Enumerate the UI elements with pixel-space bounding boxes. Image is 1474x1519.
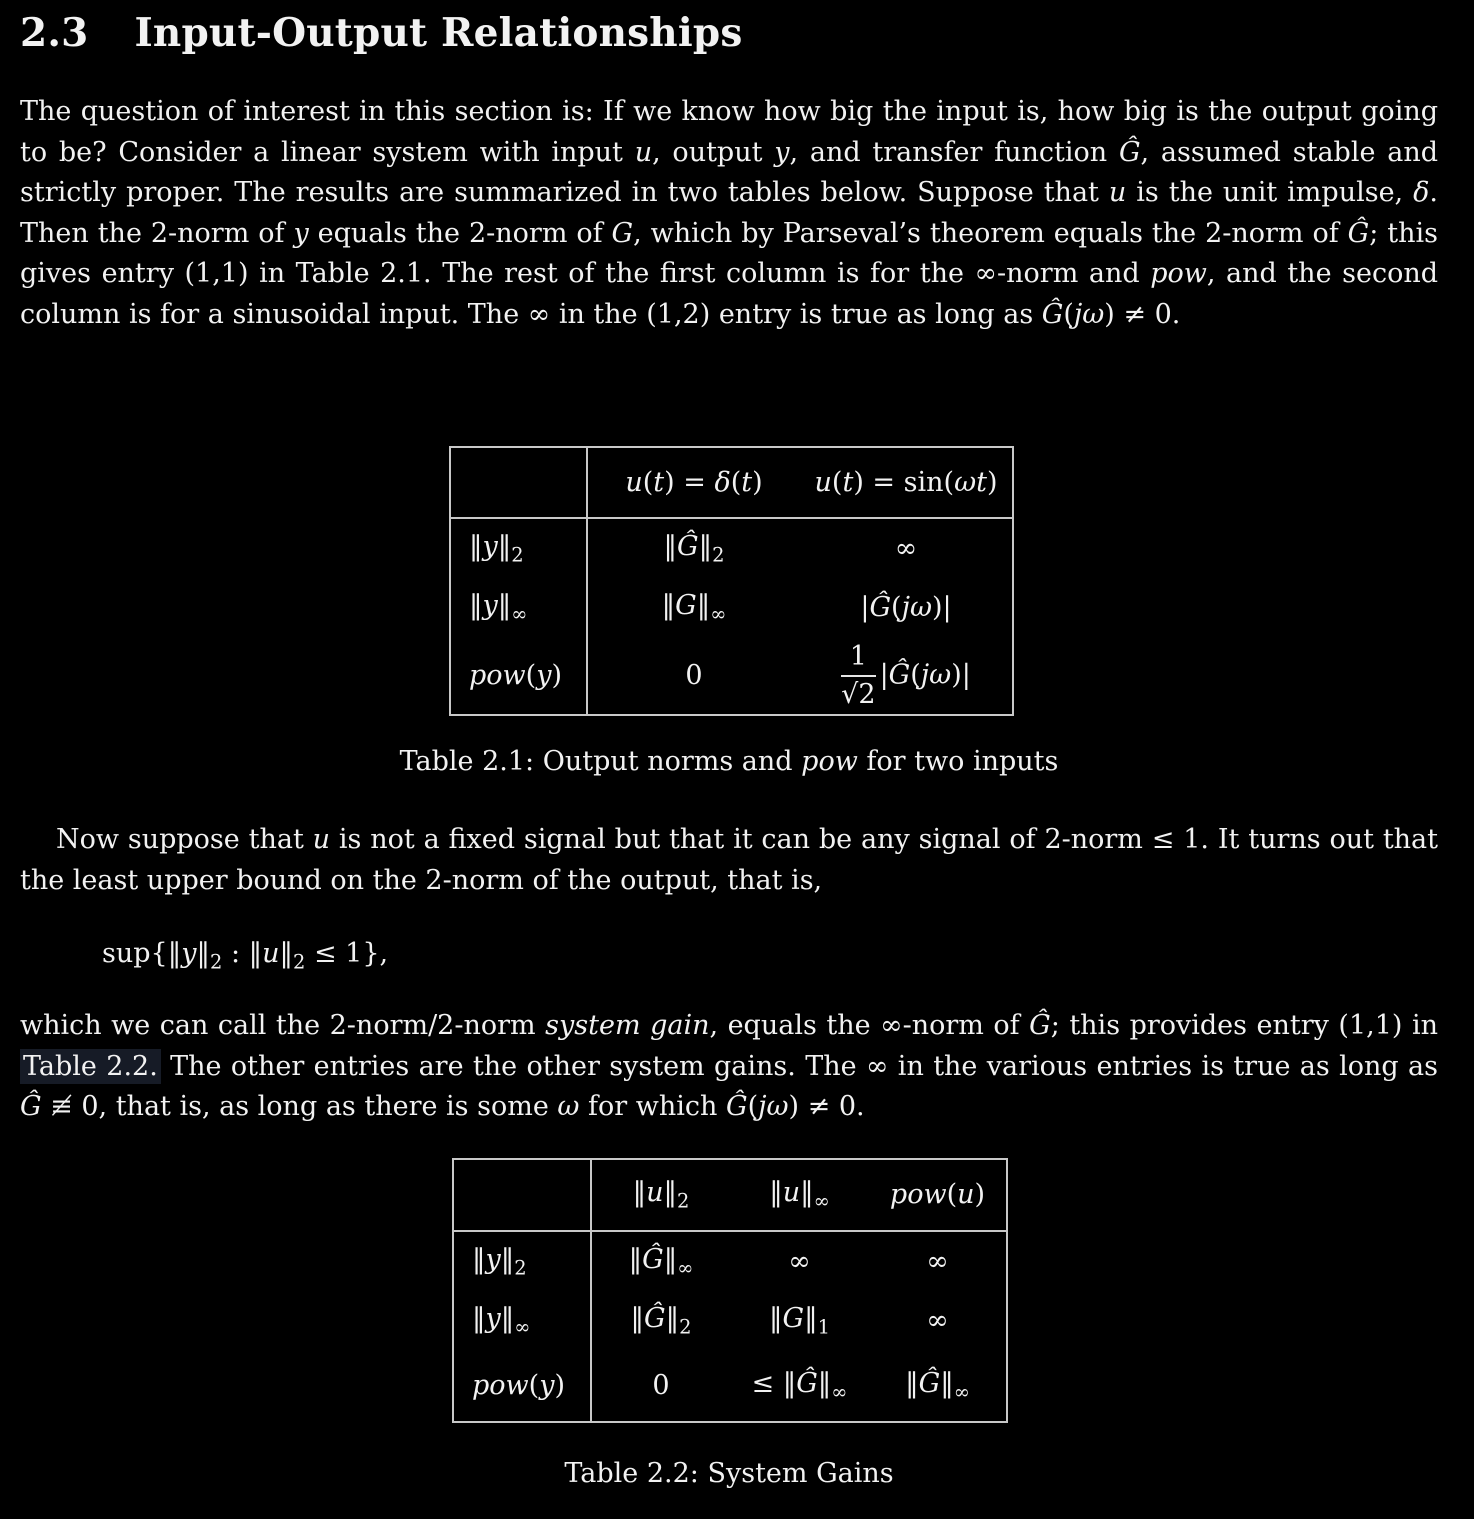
fraction-rest: |Ĝ(jω)| [879, 659, 971, 691]
table-2-2-header-row [453, 1159, 1007, 1231]
table-2-2-label-y2: $‖y‖_2$ [453, 1231, 591, 1291]
table-2-2-header-uinf: $‖u‖_\infty$ [730, 1159, 869, 1231]
section-title: Input-Output Relationships [134, 10, 743, 56]
table-2-1-corner-cell [450, 447, 587, 518]
table-2-1-cell-pow-impulse: 0 [685, 660, 703, 692]
table-2-1 [449, 446, 1014, 716]
section-heading [20, 10, 743, 56]
table-2-2-cell-yinf-u2: $‖Ĝ‖_2$ [630, 1303, 692, 1339]
fraction-numerator: 1 [841, 640, 875, 677]
table-2-2-cell-pow-uinf: ≤ $‖Ĝ‖_\infty$ [751, 1368, 848, 1404]
table-2-2-cell-y2-u2: $‖Ĝ‖_\infty$ [628, 1243, 694, 1280]
table-2-2-cell-y2-uinf: ∞ [788, 1245, 811, 1277]
table-2-1-label-pow: pow(y) [450, 638, 587, 715]
table-row [450, 518, 1013, 578]
table-2-2-header-powu: pow(u) [869, 1159, 1007, 1231]
paragraph-now-suppose: Now suppose that u is not a fixed signal but that it can be any signal of 2-norm ≤ 1. It turns out that the least upper bound on the 2-norm of the output, that is, [20, 824, 1438, 896]
table-2-1-header-impulse: u(t) = δ(t) [587, 447, 800, 518]
table-2-2-cell-y2-powu: ∞ [926, 1245, 949, 1277]
table-2-2-caption: Table 2.2: System Gains [564, 1458, 894, 1489]
table-2-2-cell-yinf-powu: ∞ [926, 1305, 949, 1337]
table-2-2-corner-cell [453, 1159, 591, 1231]
table-2-1-cell-pow-sinusoid [800, 638, 1013, 715]
table-2-1-label-yinf: $‖y‖_\infty$ [450, 578, 587, 638]
table-2-2-cell-pow-powu: $‖Ĝ‖_\infty$ [905, 1368, 970, 1404]
table-2-1-header-row [450, 447, 1013, 518]
table-2-1-label-y2: $‖y‖_2$ [450, 518, 587, 578]
table-row [453, 1231, 1007, 1291]
table-row [453, 1291, 1007, 1351]
table-2-1-cell-y2-impulse: $‖Ĝ‖_2$ [663, 530, 725, 567]
table-2-1-header-sinusoid: u(t) = sin(ωt) [800, 447, 1013, 518]
table-row [453, 1351, 1007, 1422]
fraction-denominator: √2 [841, 679, 876, 710]
table-2-1-cell-yinf-impulse: $‖G‖_\infty$ [661, 590, 727, 626]
section-number: 2.3 [20, 10, 89, 56]
table-row [450, 638, 1013, 715]
paragraph-system-gain: which we can call the 2-norm/2-norm system gain, equals the ∞-norm of Ĝ; this provides entry (1,1) in Table 2.2. The other entries are the other system gains. The ∞ in the various entries is true as long as Ĝ ≢ 0, that is, as long as there is some ω for which Ĝ(jω) ≠ 0. [20, 1010, 1439, 1122]
table-2-2-link[interactable]: Table 2.2. [20, 1049, 161, 1084]
table-2-1-cell-yinf-sinusoid: |Ĝ(jω)| [860, 592, 952, 624]
equation-sup-norm: $sup\{‖y‖_2$ : $‖u‖_2 \le 1$}, [102, 938, 389, 974]
table-2-2-header-u2: $‖u‖_2$ [591, 1159, 730, 1231]
table-2-2-label-yinf: $‖y‖_\infty$ [453, 1291, 591, 1351]
table-2-1-cell-y2-sinusoid: ∞ [894, 532, 918, 564]
table-row [450, 578, 1013, 638]
paragraph-intro: The question of interest in this section is: If we know how big the input is, how big is the output going to be? Consider a linear system with input u, output y, and transfer function Ĝ, assumed stable and strictly proper. The results are summarized in two tables below. Suppose that u is the unit impulse, δ. Then the 2-norm of y equals the 2-norm of G, which by Parseval’s theorem equals the 2-norm of Ĝ; this gives entry (1,1) in Table 2.1. The rest of the first column is for the ∞-norm and pow, and the second column is for a sinusoidal input. The ∞ in the (1,2) entry is true as long as Ĝ(jω) ≠ 0. [20, 96, 1438, 330]
fraction-one-over-sqrt2 [841, 640, 875, 712]
table-2-2-label-pow: pow(y) [453, 1351, 591, 1422]
table-2-2-cell-yinf-uinf: $‖G‖_1$ [769, 1303, 830, 1339]
table-2-2 [452, 1158, 1008, 1423]
table-2-1-caption: Table 2.1: Output norms and pow for two inputs [399, 746, 1059, 777]
table-2-2-cell-pow-u2: 0 [652, 1370, 670, 1402]
